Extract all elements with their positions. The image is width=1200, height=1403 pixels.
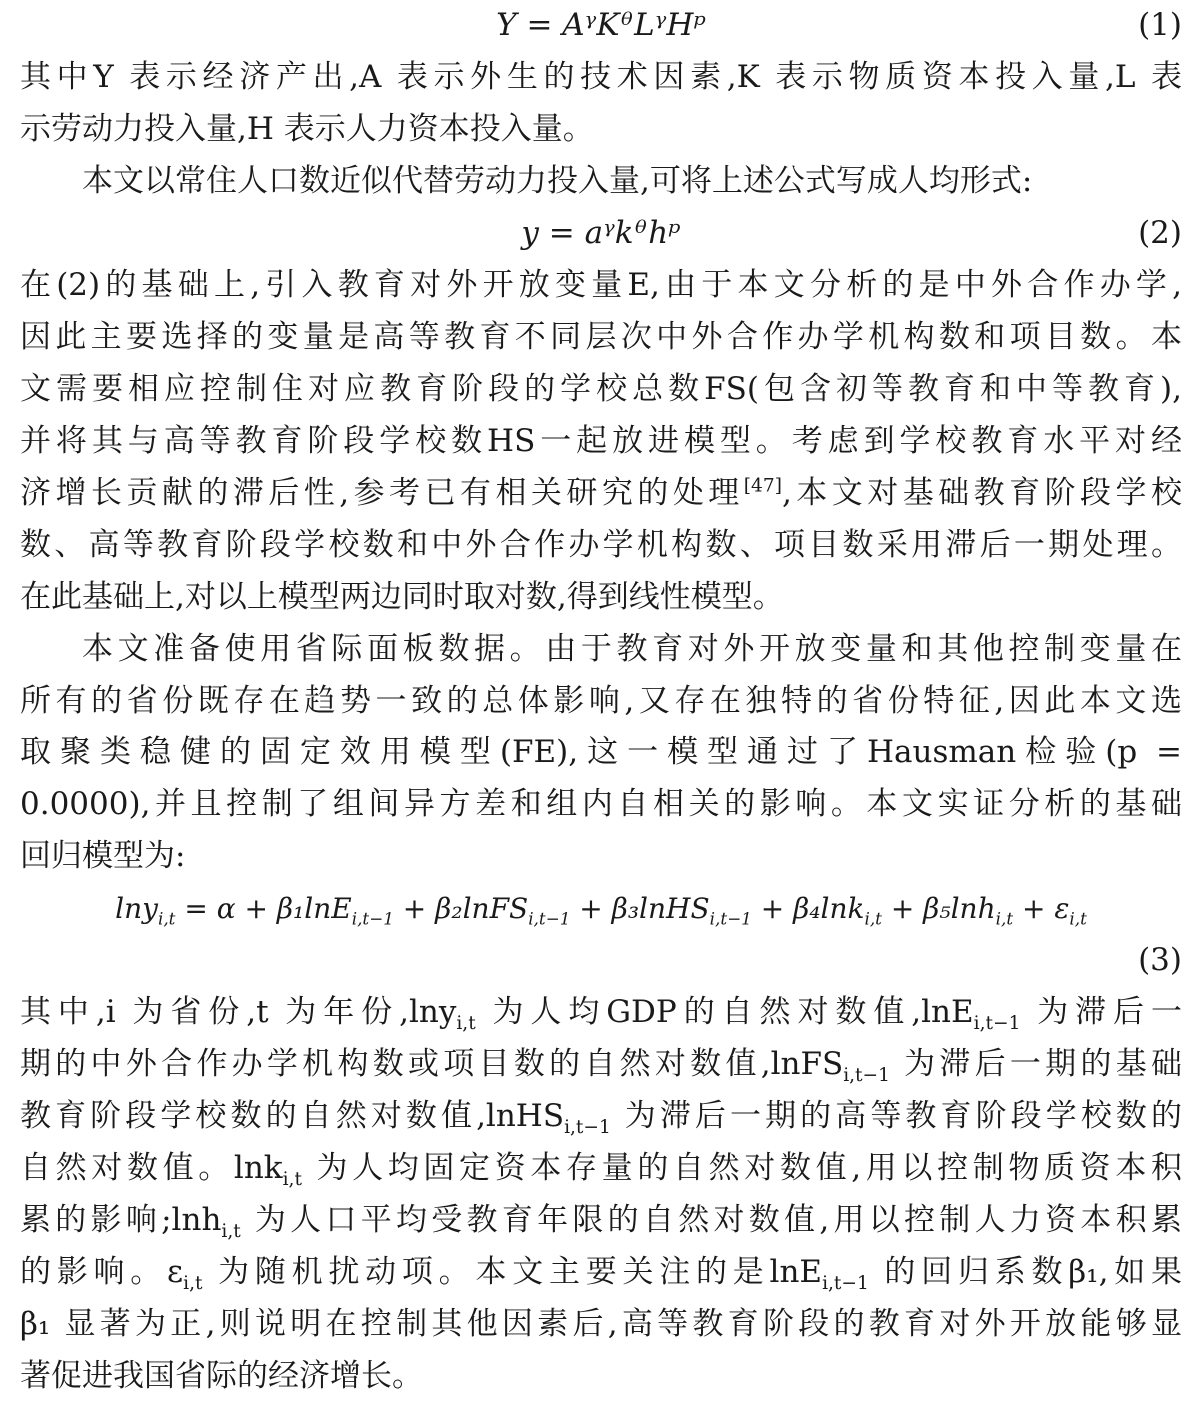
text-line: 其中Y 表示经济产出,A 表示外生的技术因素,K 表示物质资本投入量,L 表 (20, 59, 1182, 95)
text-line: 0.0000),并且控制了组间异方差和组内自相关的影响。本文实证分析的基础 (20, 786, 1182, 822)
text-line: 本文以常住人口数近似代替劳动力投入量,可将上述公式写成人均形式: (82, 163, 1033, 199)
text-line: 所有的省份既存在趋势一致的总体影响,又存在独特的省份特征,因此本文选 (20, 683, 1182, 719)
text-line: 并将其与高等教育阶段学校数HS一起放进模型。考虑到学校教育水平对经 (20, 423, 1182, 459)
equation-1-body: Y = AᵞKᶿLᵞHᵖ (496, 7, 706, 43)
equation-3-number-row (20, 935, 1182, 986)
document-page (20, 0, 1182, 1403)
equation-2-body: y = aᵞkᶿhᵖ (521, 215, 681, 251)
text-line: 教育阶段学校数的自然对数值,lnHS$_{i,t-1}$ 为滞后一期的高等教育阶段学校数的 (20, 1098, 1182, 1139)
equation-3-number: (3) (1138, 942, 1182, 978)
text-line: 著促进我国省际的经济增长。 (20, 1358, 423, 1394)
text-line: β₁ 显著为正,则说明在控制其他因素后,高等教育阶段的教育对外开放能够显 (20, 1306, 1182, 1342)
text-line: 期的中外合作办学机构数或项目数的自然对数值,lnFS$_{i,t-1}$ 为滞后一期的基础 (20, 1046, 1182, 1087)
equation-3 (20, 883, 1182, 934)
text-line: 累的影响;lnh$_{i,t}$ 为人口平均受教育年限的自然对数值,用以控制人力资本积累 (20, 1202, 1182, 1243)
equation-2 (20, 208, 1182, 259)
text-line: 因此主要选择的变量是高等教育不同层次中外合作办学机构数和项目数。本 (20, 319, 1182, 355)
equation-1 (20, 0, 1182, 51)
equation-1-number: (1) (1138, 7, 1182, 43)
text-line: 在此基础上,对以上模型两边同时取对数,得到线性模型。 (20, 579, 784, 615)
text-line: 其中,i 为省份,t 为年份,lny$_{i,t}$ 为人均GDP的自然对数值,lnE$_{i,t-1}$ 为滞后一 (20, 994, 1182, 1035)
text-line: 数、高等教育阶段学校数和中外合作办学机构数、项目数采用滞后一期处理。 (20, 527, 1182, 563)
text-line: 文需要相应控制住对应教育阶段的学校总数FS(包含初等教育和中等教育), (20, 371, 1182, 407)
text-line: 在(2)的基础上,引入教育对外开放变量E,由于本文分析的是中外合作办学, (20, 267, 1182, 303)
text-line: 济增长贡献的滞后性,参考已有相关研究的处理[47],本文对基础教育阶段学校 (20, 475, 1182, 511)
text-line: 自然对数值。lnk$_{i,t}$ 为人均固定资本存量的自然对数值,用以控制物质资本积 (20, 1150, 1182, 1191)
text-line: 取聚类稳健的固定效用模型(FE),这一模型通过了Hausman检验(p = (20, 734, 1182, 770)
text-line: 示劳动力投入量,H 表示人力资本投入量。 (20, 111, 594, 147)
equation-2-number: (2) (1138, 215, 1182, 251)
text-line: 本文准备使用省际面板数据。由于教育对外开放变量和其他控制变量在 (82, 631, 1182, 667)
equation-3-body: lny$_{i,t}$ = α + β₁lnE$_{i,t-1}$ + β₂lnFS$_{i,t-1}$ + β₃lnHS$_{i,t-1}$ + $\beta_4\ln k_{i,t} + \beta_5\ln h_{i,t} + \varepsilon_{i,t}$ (115, 892, 1087, 929)
text-line: 回归模型为: (20, 838, 186, 874)
text-line: 的影响。$\varepsilon_{i,t}$ 为随机扰动项。本文主要关注的是lnE$_{i,t-1}$ 的回归系数β₁,如果 (20, 1254, 1182, 1295)
